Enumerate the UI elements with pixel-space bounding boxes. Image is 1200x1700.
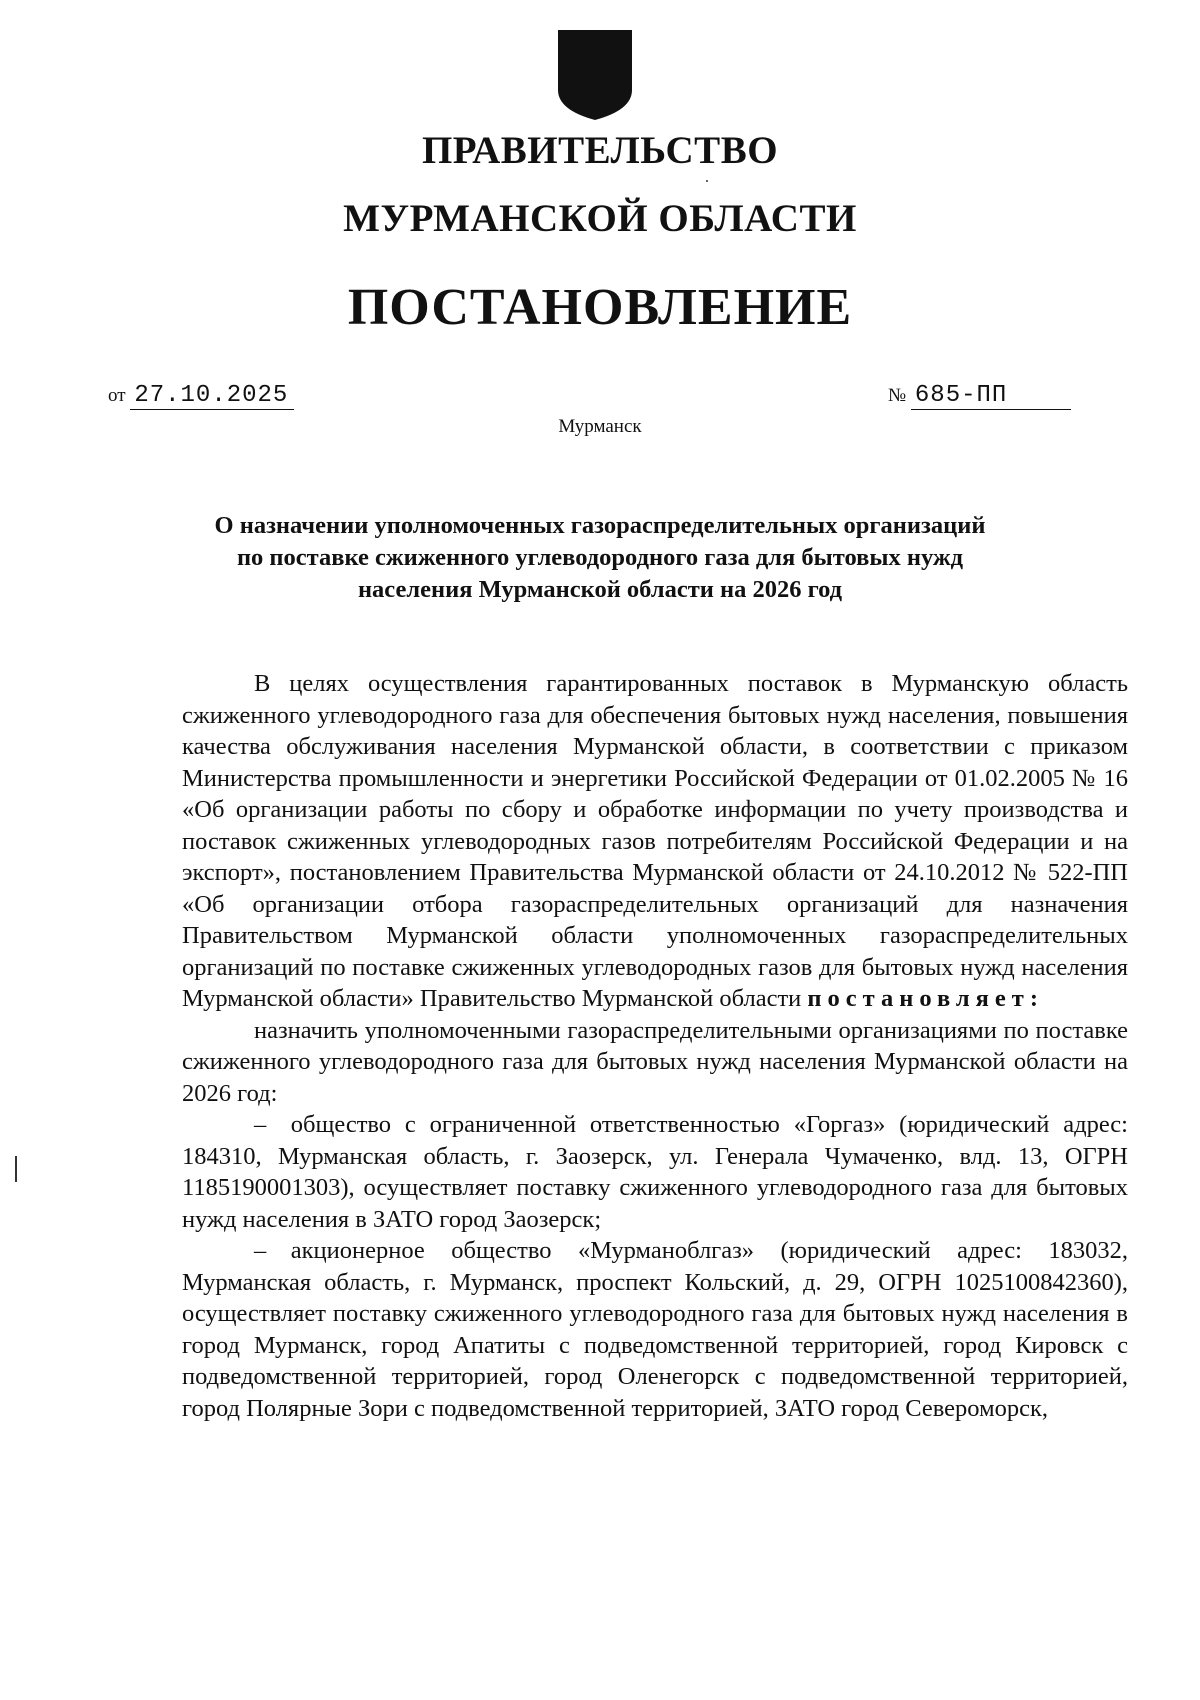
government-title-line2: МУРМАНСКОЙ ОБЛАСТИ: [343, 197, 857, 240]
document-city: Мурманск: [558, 416, 642, 437]
decision-paragraph: назначить уполномоченными газораспределительными организациями по поставке сжиженного углеводородного газа для бытовых нужд населения Мурманской области на 2026 год:: [182, 1016, 1128, 1107]
title-line: О назначении уполномоченных газораспределительных организаций: [214, 512, 986, 539]
number-prefix: №: [888, 385, 907, 406]
date-row: [108, 382, 294, 410]
government-title-line1: ПРАВИТЕЛЬСТВО: [421, 129, 779, 172]
scan-margin-mark: [15, 1156, 17, 1182]
scan-speck: [706, 180, 708, 182]
document-number: 685-ПП: [911, 382, 1071, 410]
date-prefix: от: [108, 385, 126, 406]
number-row: [888, 382, 1071, 410]
decree-keyword: постановляет:: [807, 985, 1044, 1012]
list-item: – акционерное общество «Мурманоблгаз» (юридический адрес: 183032, Мурманская область, г. Мурманск, проспект Кольский, д. 29, ОГРН 1025100842360), осуществляет поставку сжиженного углеводородного газа для бытовых нужд населения в город Мурманск, город Апатиты с подведомственной территорией, город Кировск с подведомственной территорией, город Оленегорск с подведомственной территорией, город Полярные Зори с подведомственной территорией, ЗАТО город Североморск,: [182, 1237, 1128, 1422]
document-date: 27.10.2025: [130, 382, 294, 410]
document-title: [180, 510, 1020, 606]
coat-of-arms-emblem: [556, 28, 634, 122]
list-item: – общество с ограниченной ответственностью «Горгаз» (юридический адрес: 184310, Мурманская область, г. Заозерск, ул. Генерала Чумаченко, влд. 13, ОГРН 1185190001303), осуществляет поставку сжиженного углеводородного газа для бытовых нужд населения в ЗАТО город Заозерск;: [182, 1111, 1128, 1233]
preamble-text: В целях осуществления гарантированных поставок в Мурманскую область сжиженного углеводородного газа для обеспечения бытовых нужд населения, повышения качества обслуживания населения Мурманской области, в соответствии с приказом Министерства промышленности и энергетики Российской Федерации от 01.02.2005 № 16 «Об организации работы по сбору и обработке информации по учету производства и поставок сжиженных углеводородных газов потребителям Российской Федерации и на экспорт», постановлением Правительства Мурманской области от 24.10.2012 № 522-ПП «Об организации отбора газораспределительных организаций для назначения Правительством Мурманской области уполномоченных газораспределительных организаций по поставке сжиженных углеводородных газов для бытовых нужд населения Мурманской области» Правительство Мурманской области: [182, 670, 1128, 1012]
title-line: по поставке сжиженного углеводородного газа для бытовых нужд: [236, 544, 964, 571]
preamble-paragraph: [182, 668, 1128, 1015]
document-body: [182, 668, 1128, 1424]
title-line: населения Мурманской области на 2026 год: [357, 576, 843, 603]
document-type: ПОСТАНОВЛЕНИЕ: [347, 279, 853, 336]
